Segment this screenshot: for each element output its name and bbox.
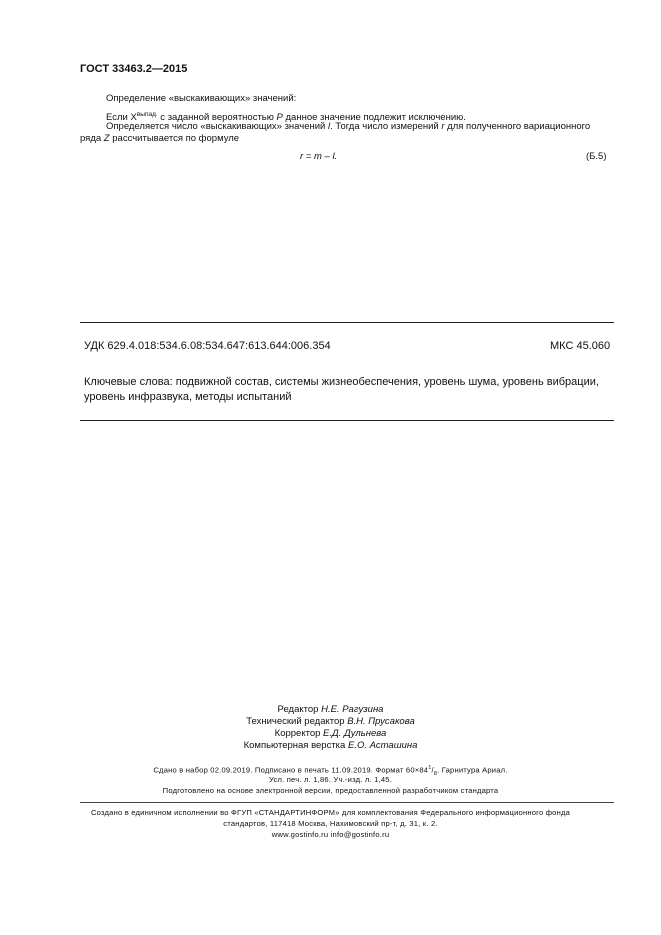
document-code: ГОСТ 33463.2—2015: [80, 63, 188, 75]
footer-line-3: www.gostinfo.ru info@gostinfo.ru: [271, 830, 390, 839]
text-probability: с заданной вероятностью: [157, 112, 277, 123]
format-fraction-numerator: 1: [428, 765, 432, 771]
staff-name: Н.Е. Рагузина: [321, 704, 384, 715]
staff-name: В.Н. Прусакова: [347, 716, 415, 727]
text-measurements: . Тогда число измерений: [330, 121, 442, 132]
imprint-line-3: Подготовлено на основе электронной версии, предоставленной разработчиком стандарта: [162, 786, 499, 795]
body-line-series: [80, 133, 239, 145]
keywords: Ключевые слова: подвижной состав, системы жизнеобеспечения, уровень шума, уровень вибрации, уровень инфразвука, методы испытаний: [84, 376, 599, 403]
body-line-definition: Определение «выскакивающих» значений:: [106, 93, 297, 104]
imprint-dates: Сдано в набор 02.09.2019. Подписано в печать 11.09.2019. Формат 60×84: [153, 765, 429, 775]
formula: r = m – l.: [300, 151, 338, 162]
body-line-count: [106, 121, 590, 133]
text-excluded: данное значение подлежит исключению.: [282, 112, 466, 123]
symbol-r: r: [441, 121, 445, 132]
imprint-line-2: Усл. печ. л. 1,86. Уч.-изд. л. 1,45.: [268, 775, 393, 784]
udk-code: УДК 629.4.018:534.6.08:534.647:613.644:006.354: [84, 340, 331, 352]
imprint-font: . Гарнитура Ариал.: [437, 765, 508, 775]
symbol-p: P: [276, 112, 283, 123]
text-series: ряда: [80, 133, 104, 144]
staff-corrector: [0, 728, 661, 740]
text-formula-intro: рассчитывается по формуле: [109, 133, 240, 144]
mks-code: МКС 45.060: [550, 340, 611, 352]
staff-layout: [0, 740, 661, 752]
symbol-z: Z: [103, 133, 110, 144]
symbol-l: l: [328, 121, 331, 132]
footer-line-1: Создано в единичном исполнении во ФГУП «СТАНДАРТИНФОРМ» для комплектования Федерального информационного фонда: [90, 808, 571, 817]
divider-bottom: [80, 420, 614, 421]
staff-role: Корректор: [274, 728, 324, 739]
staff-name: Е.Д. Дульнева: [323, 728, 387, 739]
footer-divider: [80, 802, 614, 803]
text-variational: для полученного вариационного: [444, 121, 591, 132]
superscript-outlier: выпад.: [136, 111, 158, 118]
text-if: Если X: [106, 112, 137, 123]
staff-editor: [0, 704, 661, 716]
divider-top: [80, 322, 614, 323]
staff-role: Редактор: [277, 704, 322, 715]
staff-role: Технический редактор: [246, 716, 348, 727]
staff-name: Е.О. Асташина: [347, 740, 418, 751]
formula-number: (Б.5): [586, 151, 607, 162]
footer-line-2: стандартов, 117418 Москва, Нахимовский пр-т, д. 31, к. 2.: [223, 819, 438, 828]
staff-tech-editor: [0, 716, 661, 728]
format-fraction-denominator: 8: [433, 771, 438, 778]
imprint-line-1: Сдано в набор 02.09.2019. Подписано в печать 11.09.2019. Формат $60\times 84^1/_8$. Гарнитура Ариал.: [153, 765, 508, 778]
staff-role: Компьютерная верстка: [243, 740, 348, 751]
text-count: Определяется число «выскакивающих» значений: [106, 121, 328, 132]
